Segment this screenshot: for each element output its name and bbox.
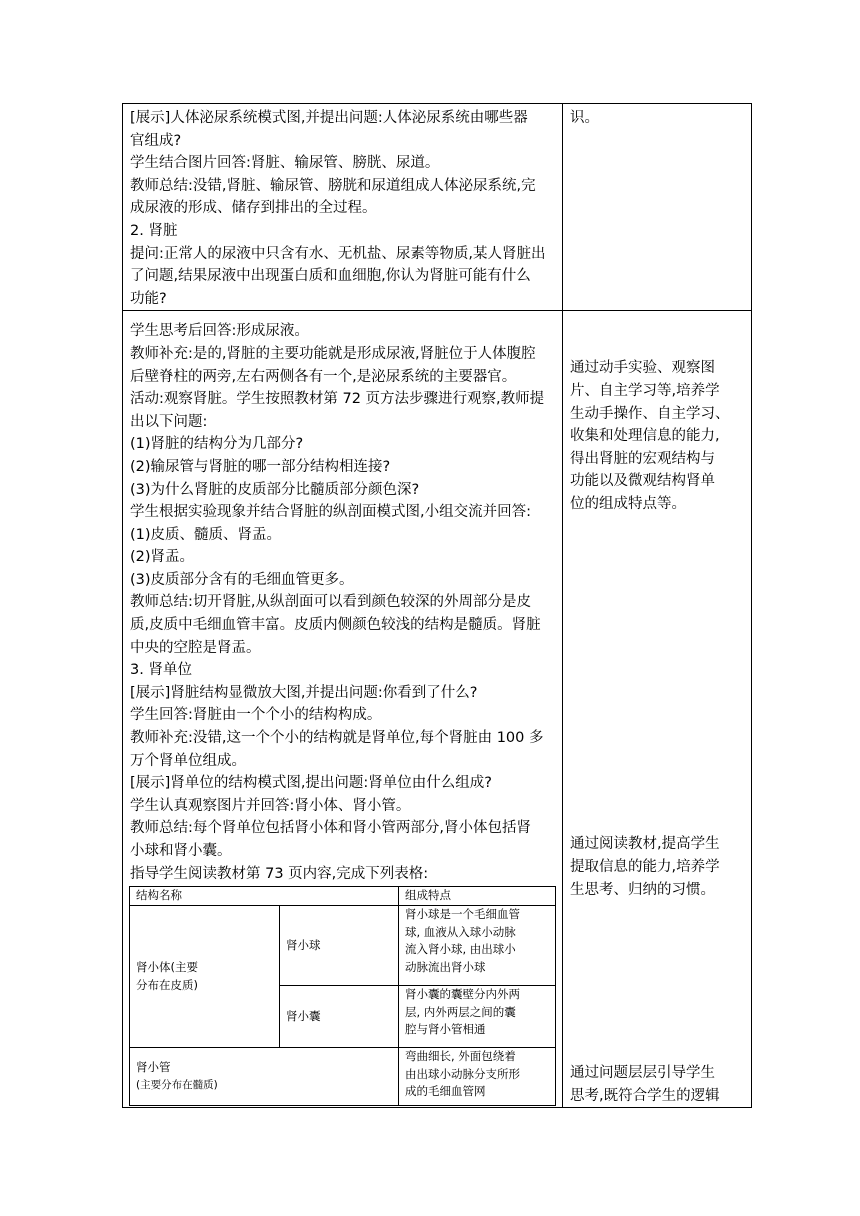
cell-line: 流入肾小球, 由出球小	[405, 942, 516, 957]
text-line: 官组成?	[130, 132, 182, 149]
intent-line: 通过问题层层引导学生	[570, 1065, 715, 1082]
text-line: 万个肾单位组成。	[130, 752, 246, 769]
cell-line: 弯曲细长, 外面包绕着	[405, 1049, 516, 1064]
text-line: 教师总结:切开肾脏,从纵剖面可以看到颜色较深的外周部分是皮	[130, 594, 531, 611]
section-heading-nephron: 3. 肾单位	[130, 662, 192, 679]
intent-cell-1	[563, 104, 752, 311]
process-text-2	[123, 311, 562, 885]
cell-line: (主要分布在髓质)	[136, 1078, 218, 1091]
cell-line: 由出球小动脉分支所形	[405, 1066, 520, 1081]
text-line: (1)肾脏的结构分为几部分?	[130, 436, 304, 453]
lesson-row-2	[123, 311, 752, 1108]
text-line: 教师补充:是的,肾脏的主要功能就是形成尿液,肾脏位于人体腹腔	[130, 345, 536, 362]
text-line: 中央的空腔是肾盂。	[130, 639, 261, 656]
cell-glomerulus-feature	[399, 906, 556, 986]
intent-line: 思考,既符合学生的逻辑	[570, 1087, 720, 1104]
intent-line: 识。	[570, 110, 599, 126]
intent-group-2	[563, 833, 720, 901]
text-line: 功能?	[130, 290, 167, 307]
lesson-table	[122, 103, 752, 1108]
cell-renal-corpuscle	[130, 906, 280, 1048]
text-line: 出以下问题:	[130, 413, 208, 430]
text-line: 指导学生阅读教材第 73 页内容,完成下列表格:	[130, 865, 429, 882]
text-line: 活动:观察肾脏。学生按照教材第 72 页方法步骤进行观察,教师提	[130, 391, 545, 408]
cell-line: 肾小管	[136, 1060, 171, 1075]
intent-group-3	[563, 1062, 720, 1107]
text-line: [展示]肾脏结构显微放大图,并提出问题:你看到了什么?	[130, 684, 478, 701]
text-line: (3)皮质部分含有的毛细血管更多。	[130, 571, 354, 588]
intent-line: 功能以及微观结构肾单	[570, 473, 715, 490]
text-line: [展示]肾单位的结构模式图,提出问题:肾单位由什么组成?	[130, 775, 493, 792]
text-line: (2)肾盂。	[130, 549, 195, 566]
header-composition-feature: 组成特点	[399, 887, 556, 906]
cell-renal-tubule-feature	[399, 1048, 556, 1106]
text-line: 教师补充:没错,这一个个小的结构就是肾单位,每个肾脏由 100 多	[130, 730, 544, 747]
intent-line: 通过动手实验、观察图	[570, 360, 715, 377]
process-cell-2	[123, 311, 563, 1108]
intent-line: 生动手操作、自主学习、	[570, 405, 730, 422]
text-line: 后壁脊柱的两旁,左右两侧各有一个,是泌尿系统的主要器官。	[130, 368, 517, 385]
text-line: 提问:正常人的尿液中只含有水、无机盐、尿素等物质,某人肾脏出	[130, 245, 546, 262]
lesson-row-1	[123, 104, 752, 311]
intent-line: 片、自主学习等,培养学	[570, 382, 720, 399]
text-line: 教师总结:每个肾单位包括肾小体和肾小管两部分,肾小体包括肾	[130, 820, 531, 837]
cell-line: 分布在皮质)	[136, 977, 198, 992]
text-line: 学生结合图片回答:肾脏、输尿管、膀胱、尿道。	[130, 155, 440, 172]
text-line: (1)皮质、髓质、肾盂。	[130, 526, 282, 543]
text-line: 小球和肾小囊。	[130, 843, 232, 859]
text-line: 学生认真观察图片并回答:肾小体、肾小管。	[130, 797, 411, 814]
text-line: 学生思考后回答:形成尿液。	[130, 323, 309, 340]
text-line: 学生回答:肾脏由一个个小的结构构成。	[130, 707, 382, 724]
cell-line: 肾小囊的囊壁分内外两	[405, 987, 520, 1002]
text-line: 学生根据实验现象并结合肾脏的纵剖面模式图,小组交流并回答:	[130, 504, 531, 521]
cell-bowmans-capsule: 肾小囊	[280, 986, 399, 1048]
intent-cell-2	[563, 311, 752, 1108]
text-line: 成尿液的形成、储存到排出的全过程。	[130, 200, 377, 217]
intent-line: 提取信息的能力,培养学	[570, 858, 720, 875]
intent-line: 通过阅读教材,提高学生	[570, 836, 720, 853]
text-line: [展示]人体泌尿系统模式图,并提出问题:人体泌尿系统由哪些器	[130, 110, 528, 126]
section-heading-kidney: 2. 肾脏	[130, 222, 178, 239]
process-cell-1	[123, 104, 563, 311]
cell-glomerulus: 肾小球	[280, 906, 399, 986]
process-text-1	[123, 104, 562, 310]
cell-bowmans-capsule-feature	[399, 986, 556, 1048]
table-header-row	[130, 887, 556, 906]
header-structure-name: 结构名称	[130, 887, 399, 906]
cell-line: 成的毛细血管网	[405, 1084, 486, 1099]
table-row	[130, 906, 556, 986]
intent-line: 得出肾脏的宏观结构与	[570, 450, 715, 467]
table-row	[130, 1048, 556, 1106]
text-line: (2)输尿管与肾脏的哪一部分结构相连接?	[130, 458, 391, 475]
cell-line: 球, 血液从入球小动脉	[405, 924, 516, 939]
intent-line: 生思考、归纳的习惯。	[570, 881, 715, 898]
cell-line: 腔与肾小管相通	[405, 1022, 486, 1037]
text-line: (3)为什么肾脏的皮质部分比髓质部分颜色深?	[130, 481, 420, 498]
cell-line: 肾小体(主要	[136, 960, 198, 975]
intent-line: 位的组成特点等。	[570, 495, 686, 512]
text-line: 质,皮质中毛细血管丰富。皮质内侧颜色较浅的结构是髓质。肾脏	[130, 617, 541, 634]
text-line: 教师总结:没错,肾脏、输尿管、膀胱和尿道组成人体泌尿系统,完	[130, 177, 536, 194]
cell-line: 层, 内外两层之间的囊	[405, 1004, 516, 1019]
intent-group-1	[563, 357, 730, 515]
nephron-structure-table	[129, 886, 556, 1106]
cell-renal-tubule	[130, 1048, 399, 1106]
intent-line: 收集和处理信息的能力,	[570, 428, 720, 445]
text-line: 了问题,结果尿液中出现蛋白质和血细胞,你认为肾脏可能有什么	[130, 268, 531, 285]
cell-line: 动脉流出肾小球	[405, 959, 486, 974]
cell-line: 肾小球是一个毛细血管	[405, 907, 520, 922]
